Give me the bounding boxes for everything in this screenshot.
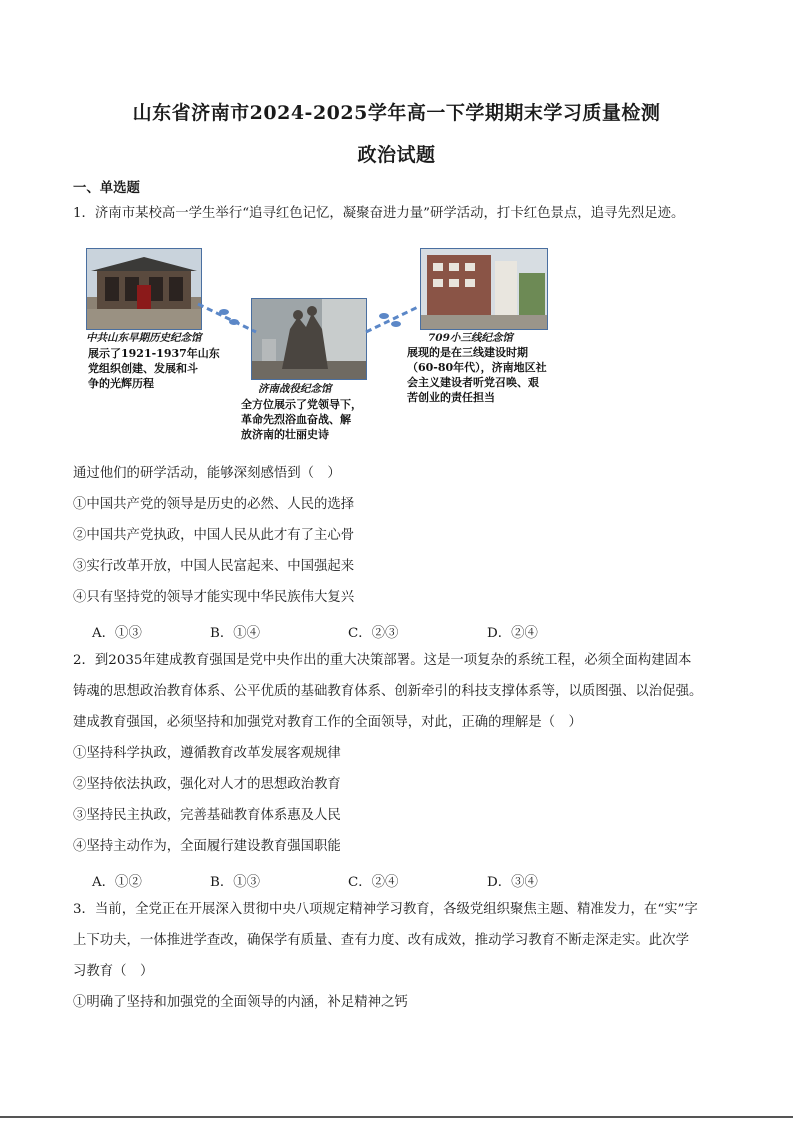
- site1-name: 中共山东早期历史纪念馆: [86, 332, 202, 344]
- q1-item-2: ②中国共产党执政，中国人民从此才有了主心骨: [73, 528, 355, 543]
- memorial-photo-2: [251, 298, 367, 380]
- option-a[interactable]: A．①②: [92, 875, 142, 890]
- footprints-icon: [196, 300, 258, 336]
- option-d[interactable]: D．③④: [487, 875, 538, 890]
- site2-name: 济南战役纪念馆: [258, 383, 332, 395]
- q1-stem: 1．济南市某校高一学生举行“追寻红色记忆，凝聚奋进力量”研学活动，打卡红色景点，追寻先烈足迹。: [73, 206, 685, 221]
- q2-stem-line-3: 建成教育强国，必须坚持和加强党对教育工作的全面领导，对此，正确的理解是（ ）: [73, 715, 582, 730]
- option-d[interactable]: D．②④: [487, 626, 538, 641]
- q3-stem-line-2: 上下功夫，一体推进学查改，确保学有质量、查有力度、改有成效，推动学习教育不断走深走实。此次学: [73, 933, 689, 948]
- q1-item-4: ④只有坚持党的领导才能实现中华民族伟大复兴: [73, 590, 355, 605]
- option-c[interactable]: C．②④: [348, 875, 399, 890]
- q2-item-3: ③坚持民主执政，完善基础教育体系惠及人民: [73, 808, 341, 823]
- exam-title: 山东省济南市2024-2025学年高一下学期期末学习质量检测: [132, 102, 661, 124]
- footprints-icon: [364, 302, 422, 336]
- memorial-photo-3: [420, 248, 548, 330]
- option-c[interactable]: C．②③: [348, 626, 399, 641]
- q1-prompt: 通过他们的研学活动，能够深刻感悟到（ ）: [73, 466, 341, 481]
- option-b[interactable]: B．①④: [210, 626, 261, 641]
- option-b[interactable]: B．①③: [210, 875, 261, 890]
- q2-stem-line-2: 铸魂的思想政治教育体系、公平优质的基础教育体系、创新牵引的科技支撑体系等，以质图强、以治促强。: [73, 684, 703, 699]
- q1-item-1: ①中国共产党的领导是历史的必然、人民的选择: [73, 497, 355, 512]
- memorial-photo-1: [86, 248, 202, 330]
- q2-item-2: ②坚持依法执政，强化对人才的思想政治教育: [73, 777, 341, 792]
- q3-item-1: ①明确了坚持和加强党的全面领导的内涵，补足精神之钙: [73, 995, 408, 1010]
- q2-item-1: ①坚持科学执政，遵循教育改革发展客观规律: [73, 746, 341, 761]
- q1-item-3: ③实行改革开放，中国人民富起来、中国强起来: [73, 559, 355, 574]
- site2-desc: 全方位展示了党领导下， 革命先烈浴血奋战、解 放济南的壮丽史诗: [241, 398, 362, 441]
- exam-subject: 政治试题: [357, 144, 436, 166]
- q3-stem-line-1: 3．当前，全党正在开展深入贯彻中央八项规定精神学习教育，各级党组织聚焦主题、精准发力，在“实”字: [73, 902, 698, 917]
- q2-item-4: ④坚持主动作为，全面履行建设教育强国职能: [73, 839, 341, 854]
- option-a[interactable]: A．①③: [92, 626, 142, 641]
- q2-stem-line-1: 2．到2035年建成教育强国是党中央作出的重大决策部署。这是一项复杂的系统工程，必须全面构建固本: [73, 653, 692, 668]
- page-bottom-rule: [0, 1116, 793, 1118]
- q3-stem-line-3: 习教育（ ）: [73, 964, 154, 979]
- section-heading: 一、单选题: [73, 180, 140, 196]
- site3-desc: 展现的是在三线建设时期 （60-80年代），济南地区社 会主义建设者听党召唤、艰 苦创业的责任担当: [407, 346, 547, 404]
- site1-desc: 展示了1921-1937年山东 党组织创建、发展和斗 争的光辉历程: [88, 347, 220, 390]
- site3-name: 709小三线纪念馆: [428, 332, 513, 344]
